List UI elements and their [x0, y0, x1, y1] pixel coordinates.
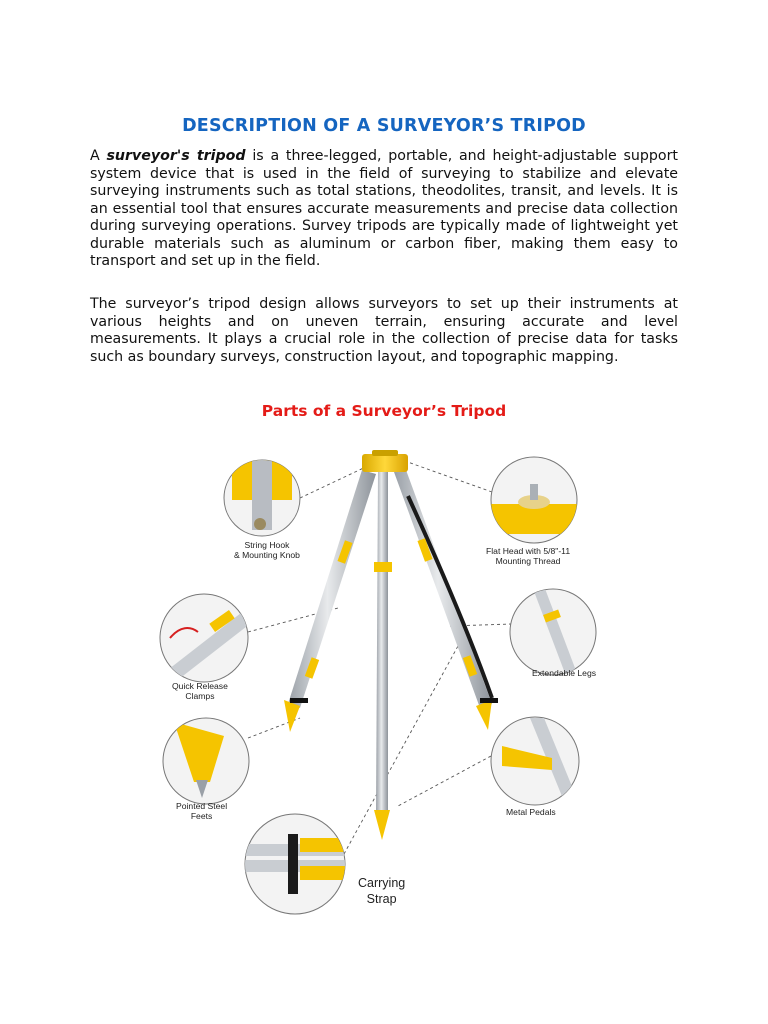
label-flat-head: [486, 547, 570, 567]
label-extendable-legs-line1: Extendable Legs: [532, 668, 597, 678]
label-quick-release-line2: Clamps: [185, 690, 215, 701]
callout-string-hook: [224, 460, 300, 536]
intro-body: is a three-legged, portable, and height-adjustable support system device that is used in the field of surveying to stabilize and elevate surveying instruments such as total stations, theodolites, transit, and levels. It is an essential tool that ensures accurate measurements and precise data collection during surveying operations. Survey tripods are typically made of lightweight yet durable materials such as aluminum or carbon fiber, making them easy to transport and set up in the field.: [90, 148, 678, 269]
intro-term: surveyor's tripod: [106, 148, 246, 164]
label-quick-release: [172, 682, 228, 702]
design-paragraph: The surveyor’s tripod design allows surveyors to set up their instruments at various heights and on uneven terrain, ensuring accurate and level measurements. It plays a crucial role in the collection of precise data for tasks such as boundary surveys, construction layout, and topographic mapping.: [90, 296, 678, 365]
label-pointed-feet: [176, 802, 227, 822]
label-carrying-strap: [358, 876, 405, 907]
label-pointed-feet-line1: Pointed Steel: [176, 801, 228, 811]
intro-paragraph: [90, 148, 678, 271]
callout-flat-head: [491, 457, 581, 543]
label-quick-release-line1: Quick Release: [172, 681, 228, 691]
intro-lead: A: [90, 148, 107, 164]
label-string-hook: [234, 541, 300, 561]
label-carrying-strap-line1: Carrying: [358, 876, 406, 890]
callout-extendable-legs: [510, 586, 596, 676]
tripod-illustration: [140, 436, 628, 924]
callout-metal-pedals: [491, 717, 580, 806]
label-flat-head-line2: Mounting Thread: [495, 555, 561, 566]
callout-carrying-strap: [245, 814, 348, 914]
label-metal-pedals: [506, 808, 556, 818]
label-string-hook-line2: & Mounting Knob: [234, 549, 300, 560]
figure-title: Parts of a Surveyor’s Tripod: [261, 402, 507, 420]
label-metal-pedals-line1: Metal Pedals: [506, 807, 556, 817]
label-extendable-legs: [532, 669, 596, 679]
tripod-legs: [284, 450, 498, 840]
label-string-hook-line1: String Hook: [244, 540, 290, 550]
callout-pointed-feet: [163, 718, 249, 804]
label-flat-head-line1: Flat Head with 5/8"-11: [486, 546, 571, 556]
callout-quick-release: [160, 594, 260, 686]
document-title: DESCRIPTION OF A SURVEYOR’S TRIPOD: [182, 116, 586, 136]
tripod-figure: [140, 436, 628, 924]
label-pointed-feet-line2: Feets: [190, 810, 213, 821]
label-carrying-strap-line2: Strap: [366, 891, 397, 906]
